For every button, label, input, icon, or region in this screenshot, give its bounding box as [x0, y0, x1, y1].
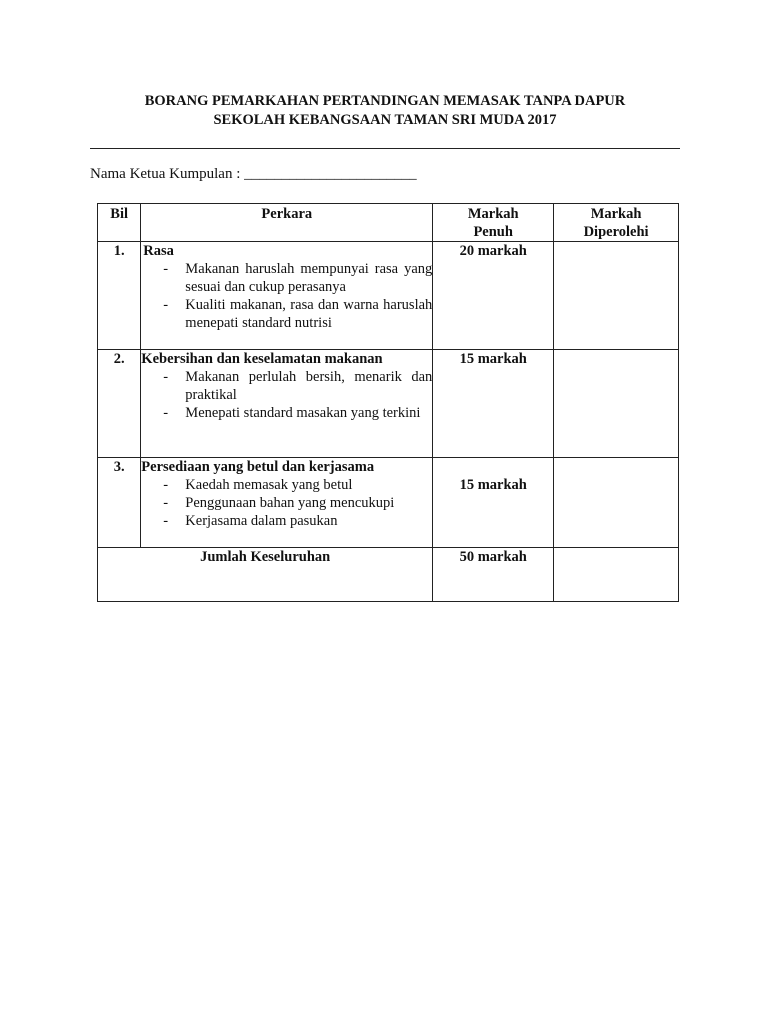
full-marks-cell: 15 markah	[433, 350, 554, 458]
criterion-points	[141, 260, 432, 332]
row-number: 2.	[98, 350, 141, 458]
table-row	[98, 458, 679, 548]
group-leader-label: Nama Ketua Kumpulan :	[90, 166, 245, 182]
criterion-cell	[141, 458, 433, 548]
row-number: 3.	[98, 458, 141, 548]
header-markah-penuh: Markah Penuh	[433, 204, 554, 242]
group-leader-blank: _______________________	[244, 166, 417, 182]
document-title	[90, 92, 680, 130]
header-divider	[90, 148, 680, 149]
criterion-point: - Kerjasama dalam pasukan	[163, 512, 432, 530]
scoring-table	[97, 203, 679, 602]
header-markah-diperolehi: Markah Diperolehi	[554, 204, 679, 242]
full-marks-cell: 15 markah	[433, 458, 554, 548]
marks-obtained-cell[interactable]	[554, 350, 679, 458]
title-line-2: SEKOLAH KEBANGSAAN TAMAN SRI MUDA 2017	[213, 112, 557, 128]
table-row	[98, 350, 679, 458]
criterion-title: Persediaan yang betul dan kerjasama	[141, 459, 375, 475]
marks-obtained-cell[interactable]	[554, 242, 679, 350]
criterion-point: - Penggunaan bahan yang mencukupi	[163, 494, 432, 512]
title-line-1: BORANG PEMARKAHAN PERTANDINGAN MEMASAK TANPA DAPUR	[144, 93, 626, 109]
row-number: 1.	[98, 242, 141, 350]
total-full-marks: 50 markah	[433, 548, 554, 602]
criterion-point: - Makanan perlulah bersih, menarik dan praktikal	[163, 368, 432, 404]
criterion-points	[141, 476, 432, 530]
table-row	[98, 242, 679, 350]
table-header-row	[98, 204, 679, 242]
full-marks-cell: 20 markah	[433, 242, 554, 350]
total-marks-obtained[interactable]	[554, 548, 679, 602]
criterion-point: - Menepati standard masakan yang terkini	[163, 404, 432, 422]
criterion-cell	[141, 242, 433, 350]
total-row	[98, 548, 679, 602]
criterion-title: Kebersihan dan keselamatan makanan	[141, 351, 383, 367]
total-label: Jumlah Keseluruhan	[98, 548, 433, 602]
criterion-point: - Makanan haruslah mempunyai rasa yang sesuai dan cukup perasanya	[163, 260, 432, 296]
group-leader-field	[90, 166, 417, 183]
marks-obtained-cell[interactable]	[554, 458, 679, 548]
header-perkara: Perkara	[141, 204, 433, 242]
criterion-title: Rasa	[143, 243, 174, 259]
criterion-point: - Kaedah memasak yang betul	[163, 476, 432, 494]
criterion-point: - Kualiti makanan, rasa dan warna haruslah menepati standard nutrisi	[163, 296, 432, 332]
criterion-points	[141, 368, 432, 422]
header-bil: Bil	[98, 204, 141, 242]
criterion-cell	[141, 350, 433, 458]
